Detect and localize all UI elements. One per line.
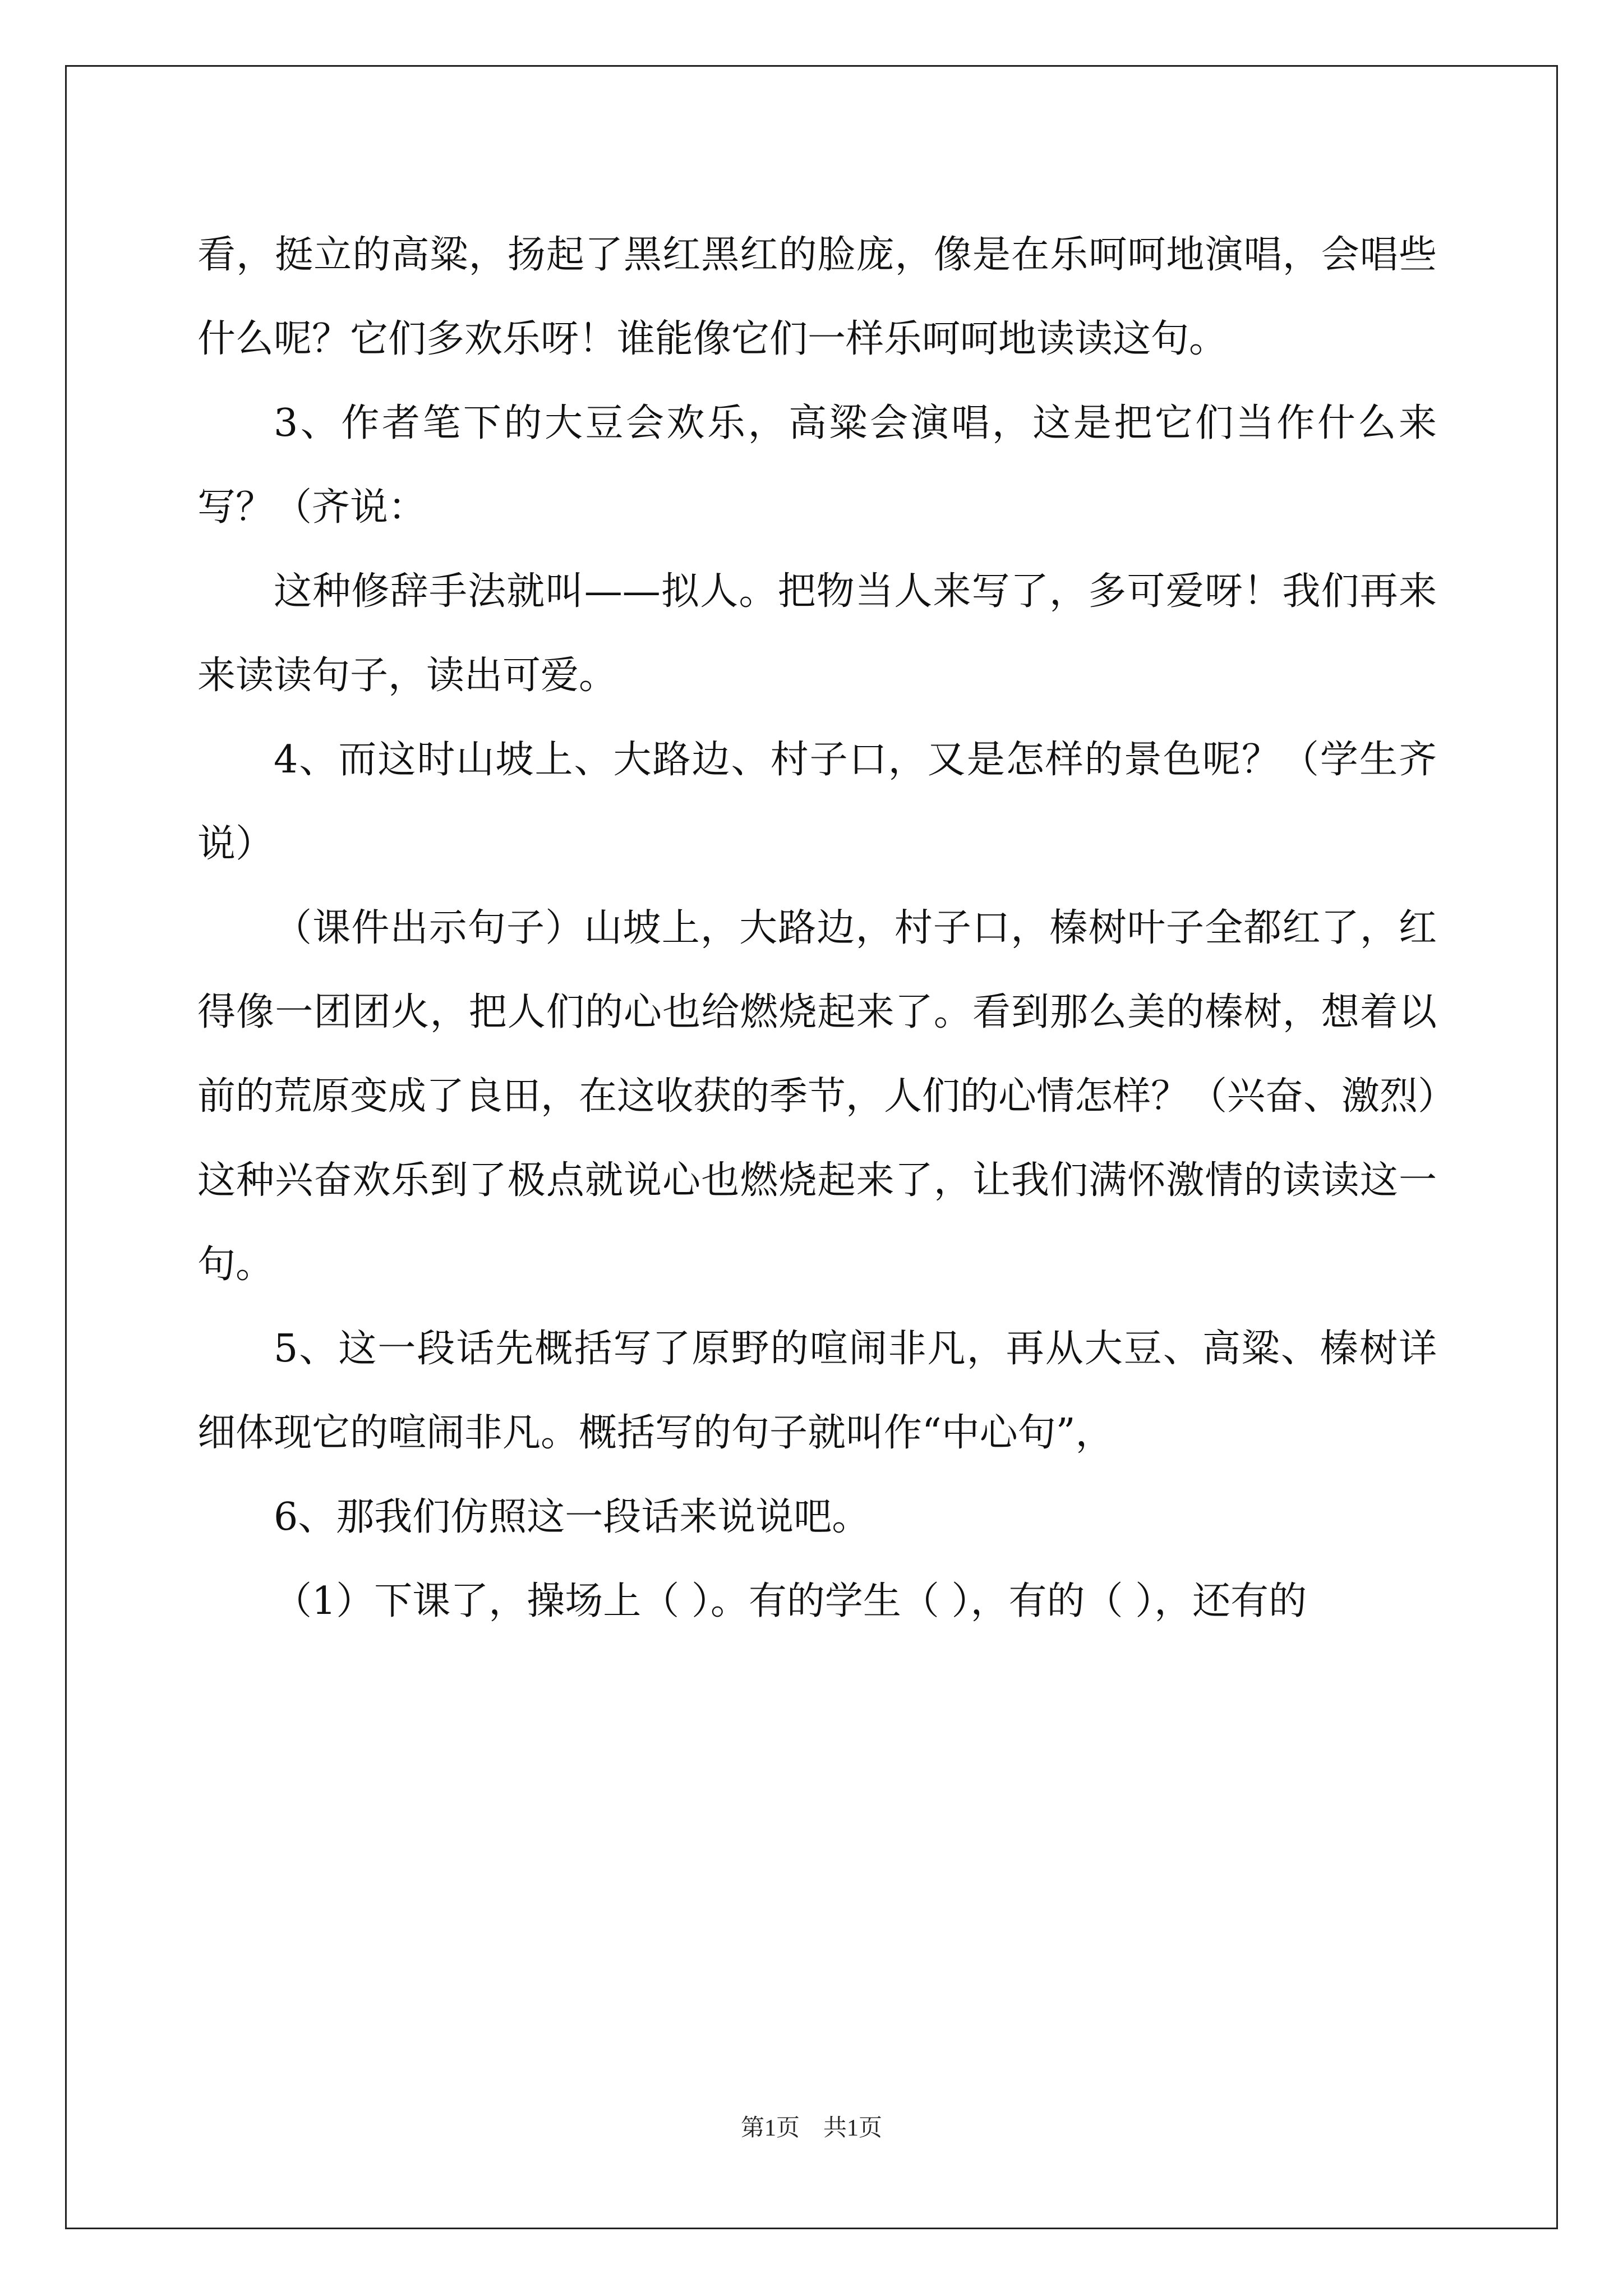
- paragraph-6: 5、这一段话先概括写了原野的喧闹非凡，再从大豆、高粱、榛树详细体现它的喧闹非凡。概括写的句子就叫作“中心句”，: [197, 1327, 1437, 1455]
- page-footer: 第1页 共1页: [740, 2115, 882, 2141]
- paragraph-1: 看，挺立的高粱，扬起了黑红黑红的脸庞，像是在乐呵呵地演唱，会唱些什么呢？它们多欢乐呀！谁能像它们一样乐呵呵地读读这句。: [197, 233, 1437, 361]
- paragraph-7: 6、那我们仿照这一段话来说说吧。: [274, 1495, 870, 1539]
- paragraph-3: 这种修辞手法就叫——拟人。把物当人来写了，多可爱呀！我们再来来读读句子，读出可爱。: [197, 569, 1437, 698]
- paragraph-2: 3、作者笔下的大豆会欢乐，高粱会演唱，这是把它们当作什么来写？（齐说：: [197, 401, 1437, 530]
- document-body: [197, 213, 1437, 1644]
- paragraph-8: （1）下课了，操场上（ ）。有的学生（ ），有的（ ），还有的: [274, 1579, 1307, 1623]
- paragraph-5: （课件出示句子）山坡上，大路边，村子口，榛树叶子全都红了，红得像一团团火，把人们的心也给燃烧起来了。看到那么美的榛树，想着以前的荒原变成了良田，在这收获的季节，人们的心情怎样？（兴奋、激烈）这种兴奋欢乐到了极点就说心也燃烧起来了，让我们满怀激情的读读这一句。: [197, 906, 1437, 1287]
- paragraph-4: 4、而这时山坡上、大路边、村子口，又是怎样的景色呢？（学生齐说）: [197, 738, 1437, 866]
